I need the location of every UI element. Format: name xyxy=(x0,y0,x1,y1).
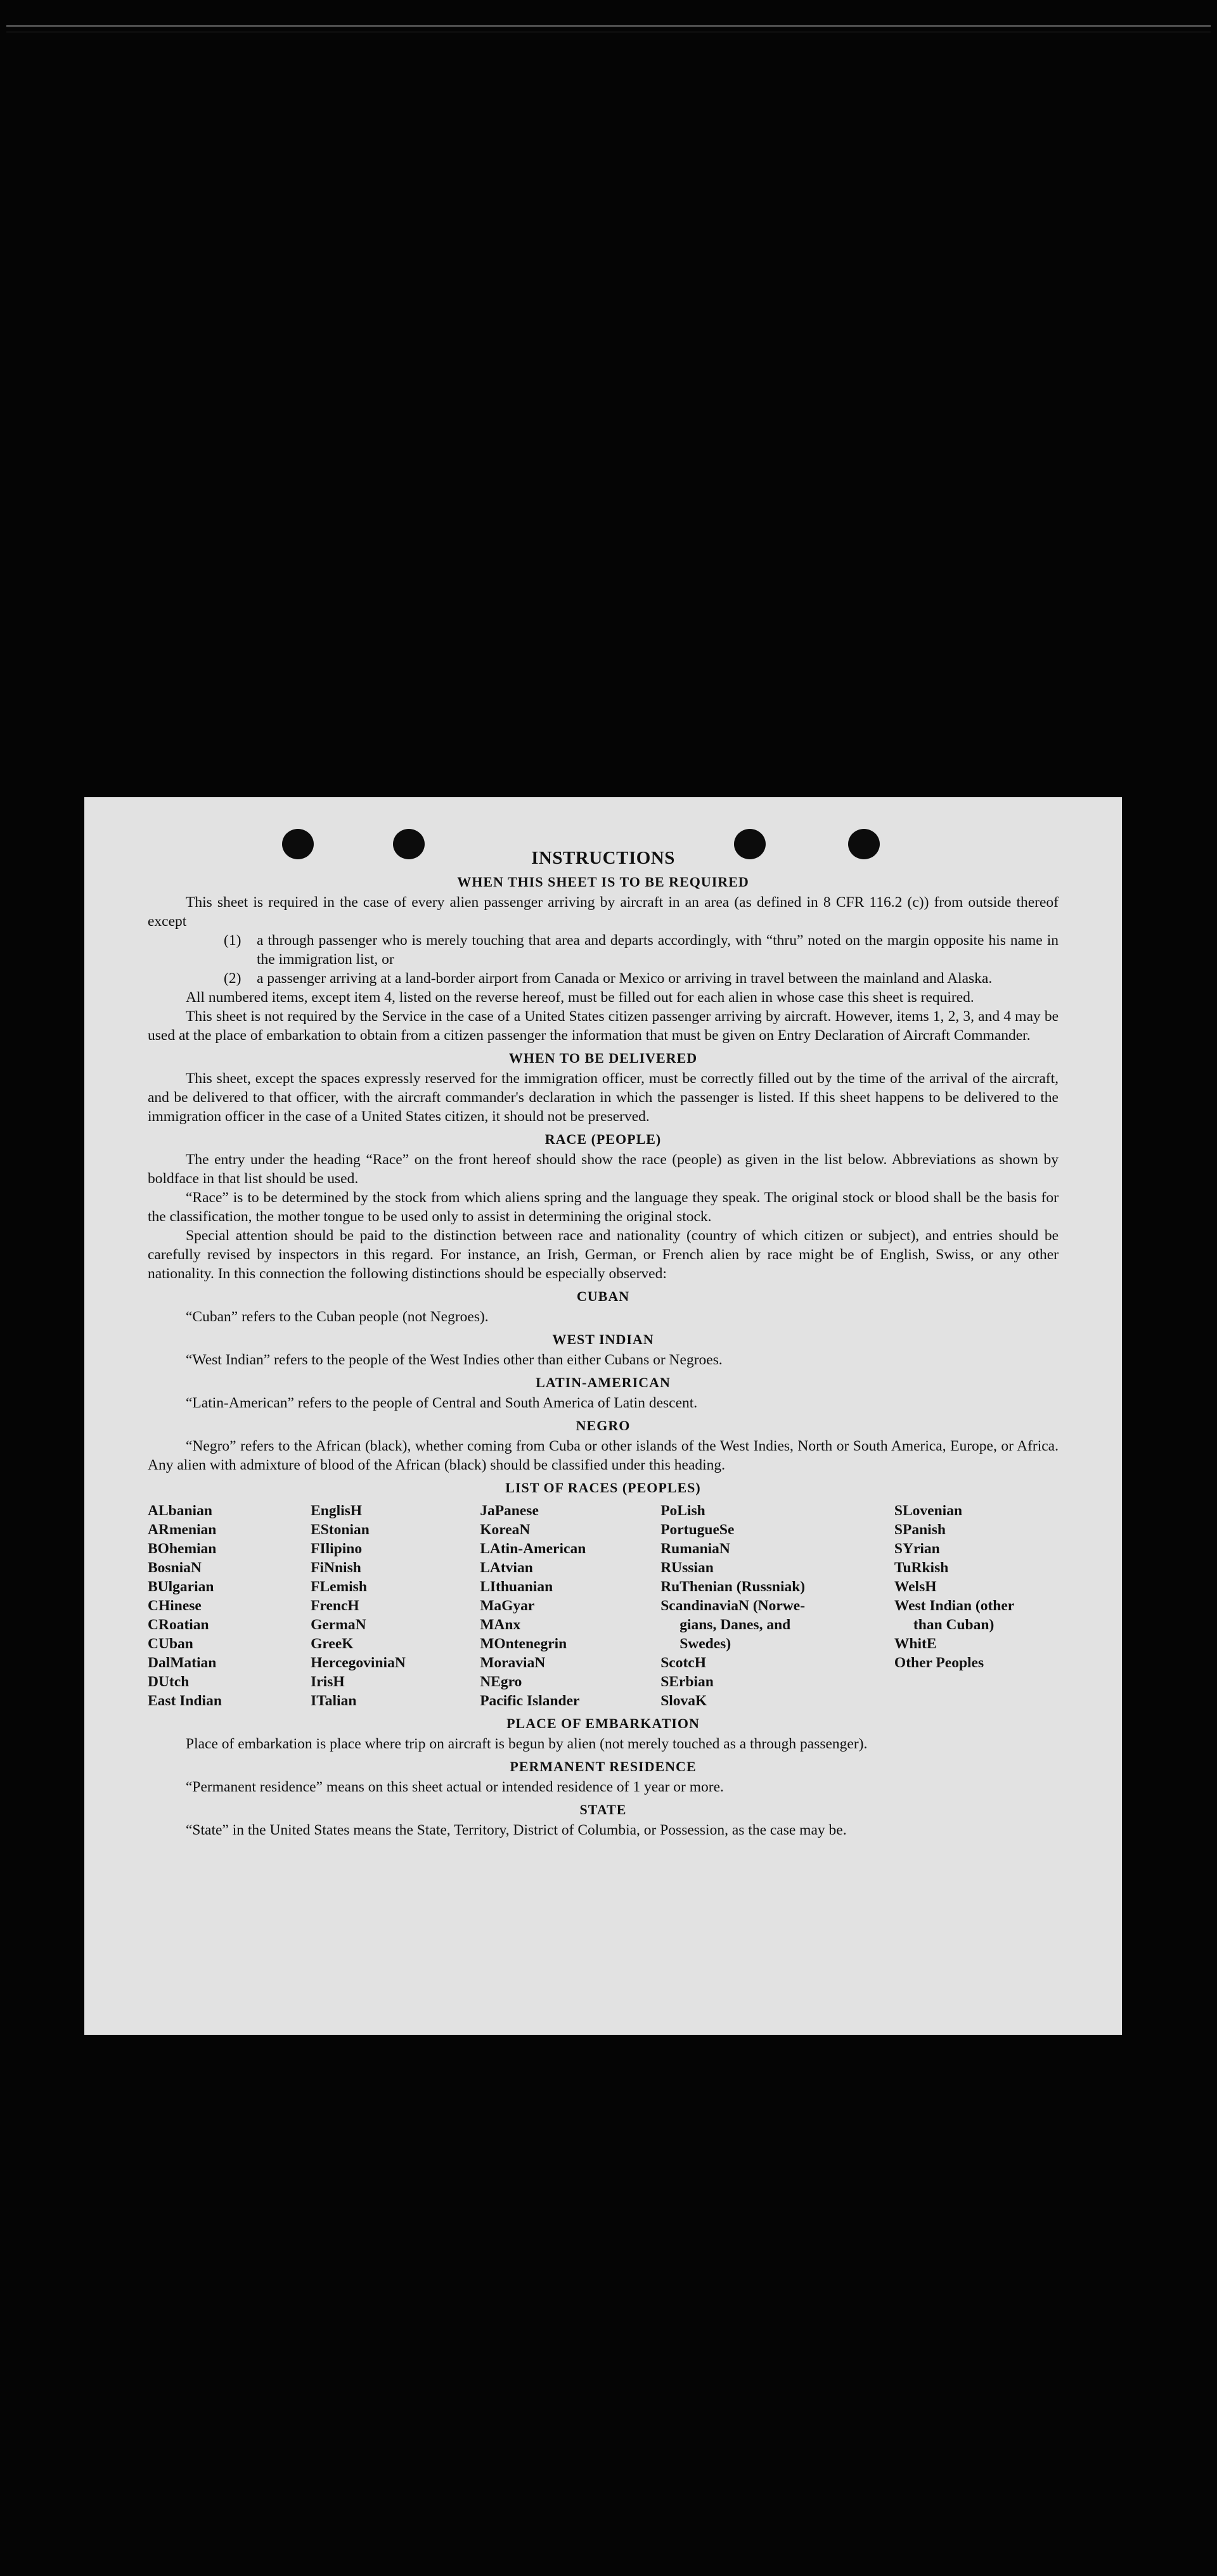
section-heading: WHEN TO BE DELIVERED xyxy=(508,1050,698,1066)
paragraph: Special attention should be paid to the distinction between race and nationality (country of which citizen or subject), and entries should be carefully revised by inspectors in this regard. For instance, an Irish, German, or French alien by race might be of English, Swiss, or any other nationality. In this connection the following distinctions should be especially observed: xyxy=(148,1227,1059,1282)
race-item: Pacific Islander xyxy=(480,1693,580,1709)
list-item xyxy=(224,969,1059,988)
section-heading: WEST INDIAN xyxy=(552,1331,654,1347)
section-heading: RACE (PEOPLE) xyxy=(544,1131,662,1147)
punch-hole xyxy=(734,829,766,859)
section-heading: PLACE OF EMBARKATION xyxy=(506,1715,700,1731)
section-heading: WHEN THIS SHEET IS TO BE REQUIRED xyxy=(457,874,749,890)
paragraph: The entry under the heading “Race” on the front hereof should show the race (people) as given in the list below. Abbreviations as shown by boldface in that list should be used. xyxy=(148,1151,1059,1187)
section-heading: CUBAN xyxy=(576,1288,630,1304)
paragraph: This sheet, except the spaces expressly reserved for the immigration officer, must be correctly filled out by the time of the arrival of the aircraft, and be delivered to that officer, with the aircraft commander's declaration in which the passenger is listed. If this sheet happens to be delivered to the immigration officer in the case of a United States citizen, it should not be preserved. xyxy=(148,1070,1059,1125)
race-item: LAtin-American xyxy=(480,1541,586,1557)
race-column xyxy=(311,1501,480,1710)
race-item: ScotcH xyxy=(660,1655,706,1671)
race-column xyxy=(480,1501,660,1710)
section-heading: STATE xyxy=(579,1802,627,1817)
race-item: WelsH xyxy=(894,1579,937,1595)
paragraph: “State” in the United States means the State, Territory, District of Columbia, or Possession, as the case may be. xyxy=(186,1822,847,1838)
race-item: SLovenian xyxy=(894,1503,963,1519)
section-heading: LIST OF RACES (PEOPLES) xyxy=(505,1480,701,1496)
paragraph: This sheet is not required by the Service in the case of a United States citizen passenger arriving by aircraft. However, items 1, 2, 3, and 4 may be used at the place of embarkation to obtain from a citizen passenger the information that must be given on Entry Declaration of Aircraft Commander. xyxy=(148,1008,1059,1044)
race-item: TuRkish xyxy=(894,1560,949,1576)
race-item: FiNnish xyxy=(311,1560,361,1576)
race-item: IrisH xyxy=(311,1674,345,1690)
race-item: ALbanian xyxy=(148,1503,212,1519)
race-item: SPanish xyxy=(894,1522,946,1538)
race-item: LAtvian xyxy=(480,1560,533,1576)
race-item: GreeK xyxy=(311,1636,354,1652)
paragraph: Place of embarkation is place where trip on aircraft is begun by alien (not merely touched as a through passenger). xyxy=(186,1736,868,1752)
race-item: RuThenian (Russniak) xyxy=(660,1579,806,1595)
punch-hole xyxy=(848,829,880,859)
section-heading: NEGRO xyxy=(576,1418,631,1433)
race-item: SYrian xyxy=(894,1541,940,1557)
race-list xyxy=(148,1501,1059,1710)
film-edge-line xyxy=(6,25,1211,27)
list-item-text: a passenger arriving at a land-border airport from Canada or Mexico or arriving in travel between the mainland and Alaska. xyxy=(257,970,993,987)
paragraph: “Permanent residence” means on this sheet actual or intended residence of 1 year or more. xyxy=(186,1779,724,1795)
race-item: FIlipino xyxy=(311,1541,363,1557)
race-item: BosniaN xyxy=(148,1560,202,1576)
race-item: CHinese xyxy=(148,1598,202,1614)
paragraph: “Negro” refers to the African (black), whether coming from Cuba or other islands of the West Indies, North or South America, Europe, or Africa. Any alien with admixture of blood of the African (black) should be classified under this heading. xyxy=(148,1438,1059,1473)
paragraph: This sheet is required in the case of every alien passenger arriving by aircraft in an area (as defined in 8 CFR 116.2 (c)) from outside thereof except xyxy=(148,894,1059,930)
race-item: NEgro xyxy=(480,1674,522,1690)
race-item: SlovaK xyxy=(660,1693,707,1709)
section-heading: LATIN-AMERICAN xyxy=(536,1375,671,1390)
race-item: RUssian xyxy=(660,1560,714,1576)
race-item: Other Peoples xyxy=(894,1655,984,1671)
race-item: GermaN xyxy=(311,1617,366,1633)
race-item: EStonian xyxy=(311,1522,370,1538)
section-heading: PERMANENT RESIDENCE xyxy=(510,1759,697,1774)
race-item: gians, Danes, and xyxy=(679,1617,791,1633)
punch-hole xyxy=(282,829,314,859)
document-title: INSTRUCTIONS xyxy=(531,848,675,868)
race-column xyxy=(894,1501,1059,1710)
race-item: MaGyar xyxy=(480,1598,535,1614)
list-item-number: (2) xyxy=(224,970,241,987)
race-item: MoraviaN xyxy=(480,1655,546,1671)
list-item-number: (1) xyxy=(224,932,241,949)
race-item: ITalian xyxy=(311,1693,357,1709)
race-item: DalMatian xyxy=(148,1655,217,1671)
race-item: West Indian (other xyxy=(894,1598,1015,1614)
race-item: than Cuban) xyxy=(913,1617,995,1633)
race-item: Swedes) xyxy=(679,1636,731,1652)
race-item: RumaniaN xyxy=(660,1541,730,1557)
race-item: ScandinaviaN (Norwe- xyxy=(660,1598,806,1614)
race-item: DUtch xyxy=(148,1674,190,1690)
list-item-text: a through passenger who is merely touching that area and departs accordingly, with “thru” noted on the margin opposite his name in the immigration list, or xyxy=(257,932,1059,968)
list-item xyxy=(224,931,1059,969)
paragraph: “Cuban” refers to the Cuban people (not Negroes). xyxy=(186,1309,489,1325)
race-item: East Indian xyxy=(148,1693,222,1709)
race-item: BUlgarian xyxy=(148,1579,214,1595)
paragraph: “Latin-American” refers to the people of Central and South America of Latin descent. xyxy=(186,1395,698,1411)
race-column xyxy=(660,1501,894,1710)
race-item: BOhemian xyxy=(148,1541,217,1557)
race-item: FrencH xyxy=(311,1598,359,1614)
race-item: PoLish xyxy=(660,1503,705,1519)
punch-hole xyxy=(393,829,425,859)
race-item: FLemish xyxy=(311,1579,367,1595)
race-item: SErbian xyxy=(660,1674,714,1690)
document-page xyxy=(84,797,1122,2035)
race-item: HercegoviniaN xyxy=(311,1655,406,1671)
paragraph: “Race” is to be determined by the stock from which aliens spring and the language they speak. The original stock or blood shall be the basis for the classification, the mother tongue to be used only to assist in determining the original stock. xyxy=(148,1189,1059,1225)
race-item: MAnx xyxy=(480,1617,521,1633)
paragraph: All numbered items, except item 4, listed on the reverse hereof, must be filled out for each alien in whose case this sheet is required. xyxy=(186,989,974,1006)
race-item: LIthuanian xyxy=(480,1579,553,1595)
race-item: KoreaN xyxy=(480,1522,531,1538)
race-column xyxy=(148,1501,311,1710)
race-item: ARmenian xyxy=(148,1522,217,1538)
race-item: CRoatian xyxy=(148,1617,209,1633)
race-item: EnglisH xyxy=(311,1503,363,1519)
race-item: WhitE xyxy=(894,1636,937,1652)
race-item: JaPanese xyxy=(480,1503,539,1519)
race-item: PortugueSe xyxy=(660,1522,735,1538)
paragraph: “West Indian” refers to the people of the West Indies other than either Cubans or Negroes. xyxy=(186,1352,723,1368)
race-item: CUban xyxy=(148,1636,193,1652)
race-item: MOntenegrin xyxy=(480,1636,567,1652)
